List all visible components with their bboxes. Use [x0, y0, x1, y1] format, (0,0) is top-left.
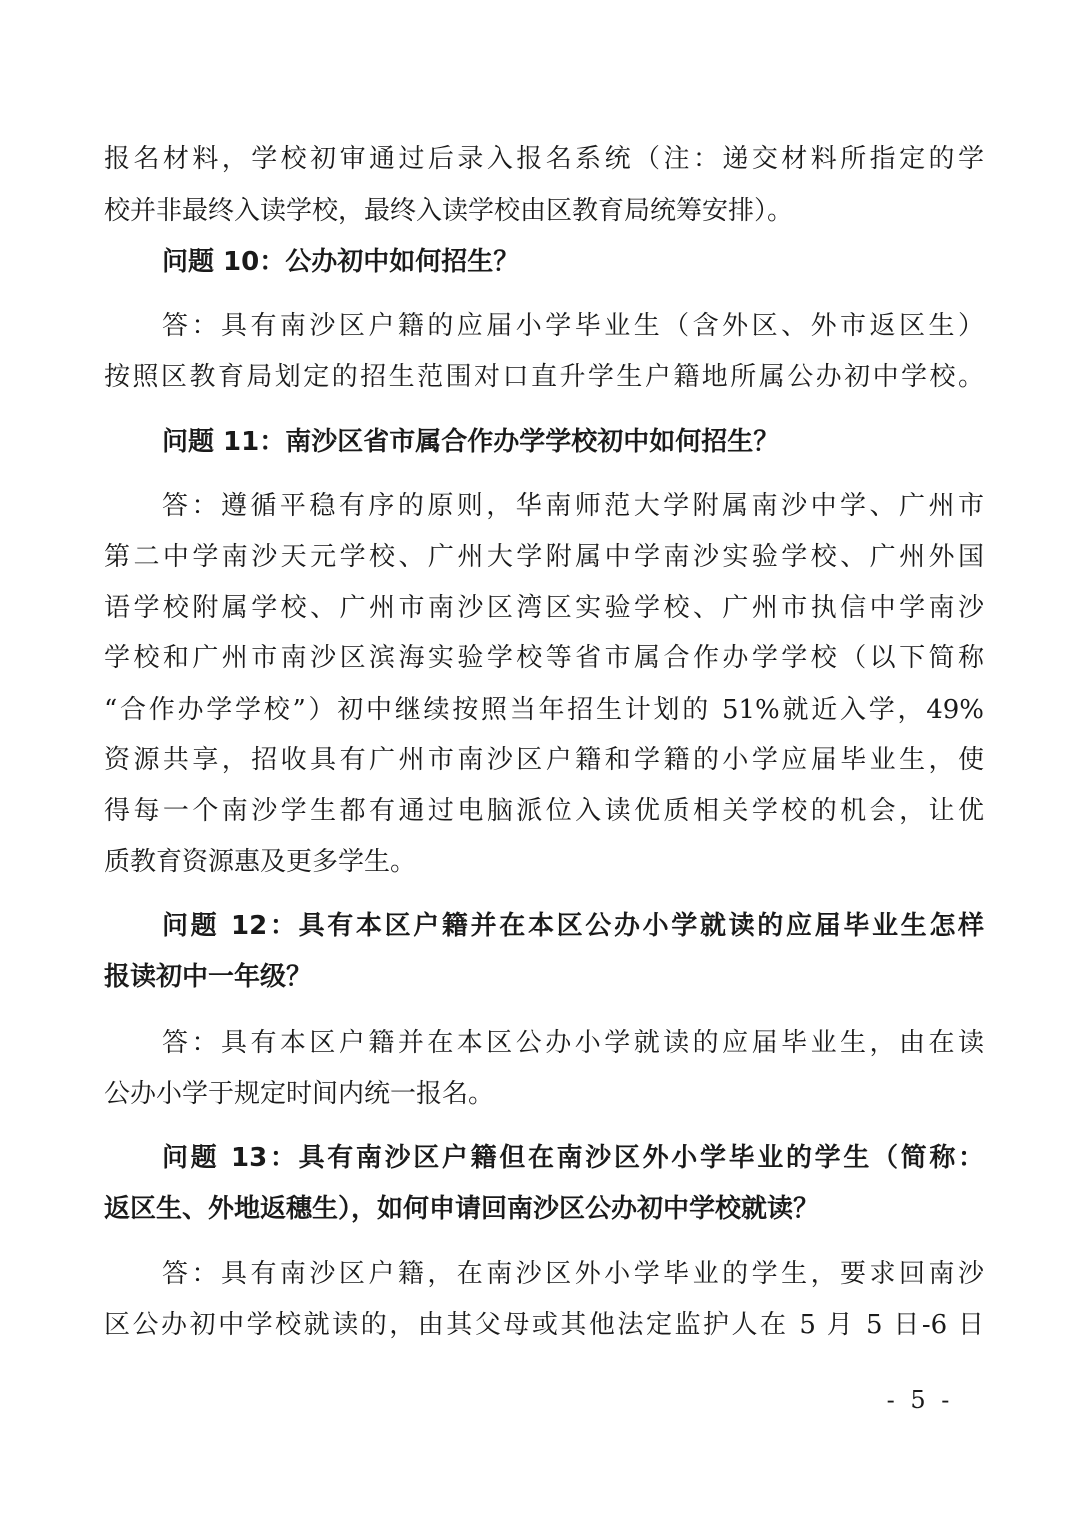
- answer-text-line: 资源共享，招收具有广州市南沙区户籍和学籍的小学应届毕业生，使: [104, 745, 984, 775]
- answer-text-line: 答：具有南沙区户籍，在南沙区外小学毕业的学生，要求回南沙: [162, 1259, 984, 1289]
- question-heading-11: 问题 11：南沙区省市属合作办学学校初中如何招生？: [162, 427, 780, 457]
- question-heading-12-continued: 报读初中一年级？: [104, 962, 313, 992]
- answer-text-line: 得每一个南沙学生都有通过电脑派位入读优质相关学校的机会，让优: [104, 796, 984, 826]
- page-number: - 5 -: [886, 1386, 954, 1414]
- answer-text-line: 按照区教育局划定的招生范围对口直升学生户籍地所属公办初中学校。: [104, 362, 984, 392]
- answer-text-line: “合作办学学校”）初中继续按照当年招生计划的 51%就近入学，49%: [104, 695, 984, 725]
- answer-text-line: 答：具有本区户籍并在本区公办小学就读的应届毕业生，由在读: [162, 1028, 984, 1058]
- answer-text-line: 答：具有南沙区户籍的应届小学毕业生（含外区、外市返区生）: [162, 311, 984, 341]
- question-heading-10: 问题 10：公办初中如何招生？: [162, 247, 520, 277]
- answer-text-line: 学校和广州市南沙区滨海实验学校等省市属合作办学学校（以下简称: [104, 643, 984, 673]
- question-heading-13: 问题 13：具有南沙区户籍但在南沙区外小学毕业的学生（简称：: [162, 1143, 984, 1173]
- answer-text-line: 语学校附属学校、广州市南沙区湾区实验学校、广州市执信中学南沙: [104, 593, 984, 623]
- answer-text-line: 第二中学南沙天元学校、广州大学附属中学南沙实验学校、广州外国: [104, 542, 984, 572]
- question-heading-12: 问题 12：具有本区户籍并在本区公办小学就读的应届毕业生怎样: [162, 911, 984, 941]
- body-text-line: 校并非最终入读学校，最终入读学校由区教育局统筹安排）。: [104, 196, 794, 226]
- answer-text-line: 区公办初中学校就读的，由其父母或其他法定监护人在 5 月 5 日-6 日: [104, 1310, 984, 1340]
- answer-text-line: 质教育资源惠及更多学生。: [104, 847, 417, 877]
- body-text-line: 报名材料，学校初审通过后录入报名系统（注：递交材料所指定的学: [104, 144, 984, 174]
- answer-text-line: 答：遵循平稳有序的原则，华南师范大学附属南沙中学、广州市: [162, 491, 984, 521]
- question-heading-13-continued: 返区生、外地返穗生），如何申请回南沙区公办初中学校就读？: [104, 1194, 820, 1224]
- answer-text-line: 公办小学于规定时间内统一报名。: [104, 1079, 495, 1109]
